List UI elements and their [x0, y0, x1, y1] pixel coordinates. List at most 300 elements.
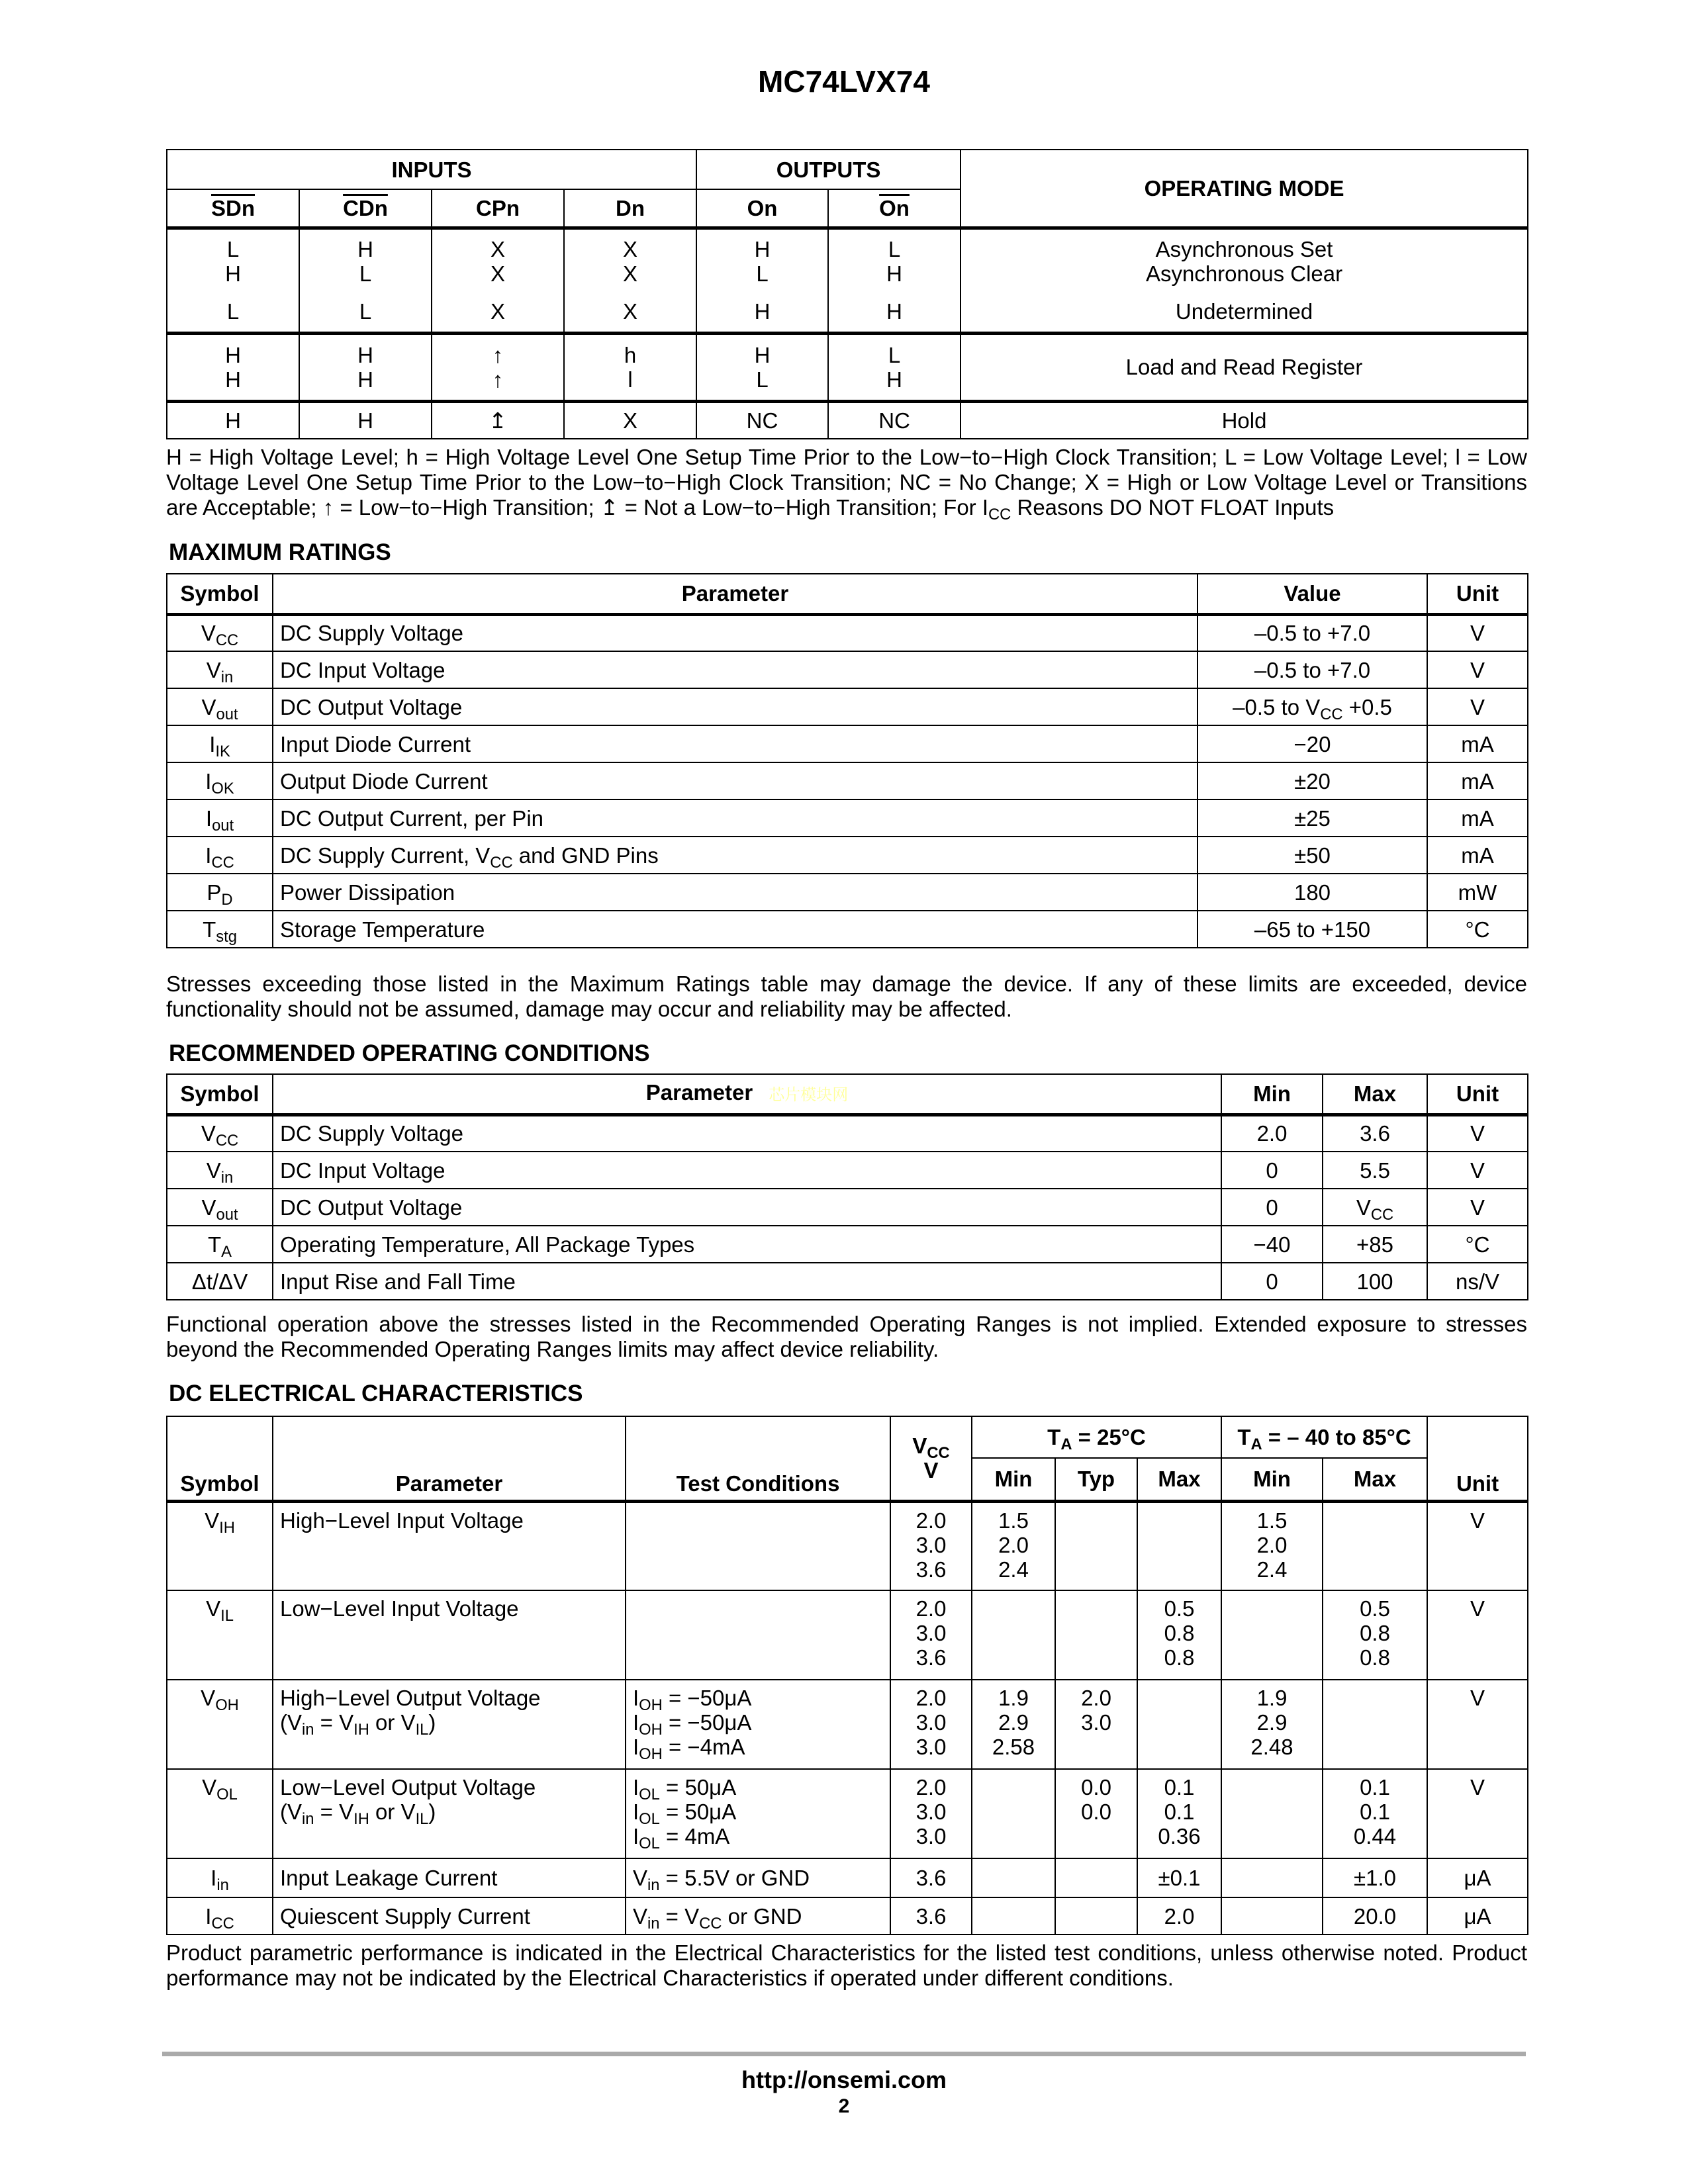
- cell-min25: [972, 1858, 1055, 1897]
- cell-line: High−Level Input Voltage: [280, 1508, 524, 1533]
- cell-line: 3.0: [1081, 1710, 1111, 1735]
- ta-range-header: $T_A$ = – 40 to 85°C: [1221, 1416, 1427, 1458]
- truth-value: X: [623, 261, 638, 286]
- cell-vcc: [890, 1680, 972, 1769]
- cell-max25: [1137, 1501, 1221, 1590]
- truth-cell-on: [696, 333, 828, 401]
- table-row: [167, 614, 1528, 651]
- cell-line: 3.0: [915, 1710, 947, 1735]
- column-header-sdn: $\overline{SDn}$: [167, 189, 299, 228]
- vcc-header-label: $V_{CC}$: [912, 1433, 950, 1463]
- cell-min: −40: [1221, 1226, 1323, 1263]
- cell-line: Input Leakage Current: [280, 1866, 498, 1890]
- cell-line: ($V_{in} = V_{IH}$ or $V_{IL}$): [280, 1799, 436, 1829]
- cell-line: ±0.1: [1158, 1866, 1201, 1890]
- header-max: [1323, 1074, 1427, 1115]
- truth-value: H: [886, 299, 902, 324]
- cell-line: 3.0: [915, 1532, 947, 1557]
- truth-value: H: [754, 237, 771, 261]
- table-row: [167, 1152, 1528, 1189]
- rec-conditions-table: [166, 1073, 1528, 1300]
- cell-line: 2.0: [1164, 1903, 1195, 1929]
- cell-symbol: $V_{CC}$: [167, 614, 273, 651]
- truth-table-footnote: H = High Voltage Level; h = High Voltage Level One Setup Time Prior to the Low−to−High Clock Transition; L = Low Voltage Level; l = Low Voltage Level One Setup Time Prior to the Low−to−High Clock Transition; NC = No Change; X = High or Low Voltage Level or Transitions are Acceptable; ↑ = Low−to−High Transition; ↥ = Not a Low−to−High Transition; For $I_{CC}$ Reasons DO NOT FLOAT Inputs: [166, 445, 1527, 524]
- document-title: MC74LVX74: [758, 64, 930, 99]
- cell-symbol: $V_{out}$: [167, 1189, 273, 1226]
- cell-symbol: $V_{OL}$: [167, 1769, 273, 1858]
- cell-symbol: $I_{out}$: [167, 799, 273, 837]
- truth-value: h: [624, 342, 637, 367]
- cell-parameter: Output Diode Current: [273, 762, 1197, 799]
- max-25-header: Max: [1137, 1458, 1221, 1501]
- cell-line: $V_{in} = 5.5V$ or GND: [633, 1866, 810, 1895]
- truth-value: X: [623, 237, 638, 261]
- cell-max-range: [1323, 1769, 1427, 1858]
- cell-min: 0: [1221, 1263, 1323, 1300]
- cell-min25: [972, 1501, 1055, 1590]
- table-row: [167, 911, 1528, 948]
- cell-symbol: $V_{OH}$: [167, 1680, 273, 1769]
- cell-unit: V: [1427, 1189, 1528, 1226]
- header-label: Unit: [1456, 581, 1499, 606]
- cell-value: –0.5 to +7.0: [1197, 614, 1427, 651]
- outputs-header: OUTPUTS: [696, 150, 961, 189]
- truth-value: X: [490, 237, 505, 261]
- cell-conditions: [626, 1769, 890, 1858]
- table-row: [167, 1680, 1528, 1769]
- column-header-cdn: $\overline{CDn}$: [299, 189, 432, 228]
- cell-typ25: [1055, 1858, 1137, 1897]
- cell-conditions: [626, 1590, 890, 1680]
- cell-parameter: [273, 1858, 626, 1897]
- cell-min-range: [1221, 1858, 1323, 1897]
- cell-max: 100: [1323, 1263, 1427, 1300]
- cell-conditions: [626, 1680, 890, 1769]
- cell-min25: [972, 1680, 1055, 1769]
- truth-table: [166, 149, 1528, 439]
- header-min: [1221, 1074, 1323, 1115]
- cell-parameter: [273, 1769, 626, 1858]
- cell-min-range: [1221, 1897, 1323, 1934]
- inputs-header: INPUTS: [167, 150, 696, 189]
- cell-line: $V_{in} = V_{CC}$ or GND: [633, 1903, 802, 1933]
- cell-symbol: $I_{CC}$: [167, 1897, 273, 1934]
- dc-characteristics-note: Product parametric performance is indicated in the Electrical Characteristics for the listed test conditions, unless otherwise noted. Product performance may not be indicated by the Electrical Characteristics if operated under different conditions.: [166, 1940, 1527, 1990]
- header-value: [1197, 574, 1427, 614]
- truth-value: H: [225, 408, 241, 433]
- cell-line: 0.1: [1164, 1799, 1195, 1824]
- cell-line: 2.9: [998, 1710, 1029, 1735]
- dc-characteristics-table: [166, 1416, 1528, 1935]
- cell-parameter: Input Diode Current: [273, 725, 1197, 762]
- cell-symbol: $T_{stg}$: [167, 911, 273, 948]
- rec-conditions-note: Functional operation above the stresses listed in the Recommended Operating Ranges is not implied. Extended exposure to stresses beyond the Recommended Operating Ranges limits may affect device reliability.: [166, 1312, 1527, 1361]
- header-unit: [1427, 1074, 1528, 1115]
- cell-min25: [972, 1590, 1055, 1680]
- cell-symbol: $V_{in}$: [167, 651, 273, 688]
- truth-cell-on-bar: [828, 228, 961, 333]
- header-symbol: [167, 574, 273, 614]
- table-row: [167, 799, 1528, 837]
- truth-value: ↑: [492, 367, 504, 392]
- cell-max: +85: [1323, 1226, 1427, 1263]
- truth-cell-sdn: [167, 333, 299, 401]
- cell-unit: μA: [1427, 1858, 1528, 1897]
- cell-min25: [972, 1897, 1055, 1934]
- cell-max-range: [1323, 1501, 1427, 1590]
- cell-parameter: DC Supply Voltage: [273, 1115, 1221, 1152]
- truth-value: L: [756, 367, 769, 392]
- cell-unit: V: [1427, 1152, 1528, 1189]
- cell-unit: μA: [1427, 1897, 1528, 1934]
- cell-line: 2.0: [915, 1508, 947, 1533]
- header-label: Value: [1284, 581, 1341, 606]
- cell-parameter: DC Output Voltage: [273, 1189, 1221, 1226]
- cell-unit: mW: [1427, 874, 1528, 911]
- header-parameter: [273, 1074, 1221, 1115]
- cell-line: 0.8: [1360, 1621, 1390, 1645]
- table-row: [167, 1590, 1528, 1680]
- cell-unit: mA: [1427, 762, 1528, 799]
- cell-max-range: [1323, 1680, 1427, 1769]
- cell-unit: V: [1427, 614, 1528, 651]
- cell-unit: V: [1427, 1501, 1528, 1590]
- table-row: [167, 1858, 1528, 1897]
- cell-parameter: DC Supply Voltage: [273, 614, 1197, 651]
- operating-mode: Asynchronous Set: [1155, 237, 1333, 261]
- table-row: [167, 762, 1528, 799]
- truth-value: X: [490, 299, 505, 324]
- header-label: Symbol: [180, 1081, 259, 1107]
- cell-line: 0.1: [1164, 1775, 1195, 1799]
- cell-unit: mA: [1427, 725, 1528, 762]
- table-row: [167, 1501, 1528, 1590]
- cell-line: 0.5: [1164, 1596, 1195, 1621]
- max-ratings-heading: MAXIMUM RATINGS: [169, 539, 391, 565]
- cell-max25: [1137, 1680, 1221, 1769]
- table-row: [167, 1226, 1528, 1263]
- cell-line: $I_{OH} = -50\mu A$: [633, 1686, 752, 1715]
- ta-25-header: $T_A = 25^\circ C$: [972, 1416, 1221, 1458]
- cell-line: 0.8: [1164, 1645, 1195, 1670]
- truth-cell-cdn: [299, 401, 432, 439]
- cell-symbol: Δt/ΔV: [167, 1263, 273, 1300]
- cell-line: 3.6: [915, 1903, 947, 1929]
- cell-parameter: Storage Temperature: [273, 911, 1197, 948]
- max-ratings-table: [166, 573, 1528, 948]
- truth-value: H: [225, 367, 241, 392]
- cell-line: 3.6: [915, 1557, 947, 1582]
- cell-parameter: [273, 1590, 626, 1680]
- cell-unit: V: [1427, 1115, 1528, 1152]
- truth-value: H: [357, 367, 373, 392]
- header-label: Parameter: [645, 1080, 753, 1105]
- cell-min25: [972, 1769, 1055, 1858]
- operating-mode: Asynchronous Clear: [1145, 261, 1343, 286]
- cell-value: ±50: [1197, 837, 1427, 874]
- cell-symbol: $V_{IL}$: [167, 1590, 273, 1680]
- cell-parameter: DC Output Current, per Pin: [273, 799, 1197, 837]
- cell-value: –0.5 to +7.0: [1197, 651, 1427, 688]
- table-row: [167, 874, 1528, 911]
- cell-line: 20.0: [1353, 1903, 1397, 1929]
- cell-line: 2.0: [915, 1596, 947, 1621]
- cell-parameter: [273, 1897, 626, 1934]
- typ-25-header: Typ: [1055, 1458, 1137, 1501]
- cell-line: Low−Level Output Voltage: [280, 1775, 536, 1799]
- operating-mode-header: OPERATING MODE: [961, 150, 1528, 228]
- cell-typ25: [1055, 1680, 1137, 1769]
- truth-value: H: [754, 342, 771, 367]
- truth-value: H: [886, 261, 902, 286]
- cell-line: 2.0: [915, 1686, 947, 1710]
- truth-cell-sdn: [167, 228, 299, 333]
- cell-line: 2.4: [998, 1557, 1029, 1582]
- truth-cell-sdn: [167, 401, 299, 439]
- cell-min-range: [1221, 1501, 1323, 1590]
- truth-value: L: [359, 299, 372, 324]
- truth-value: H: [225, 261, 241, 286]
- cell-min-range: [1221, 1680, 1323, 1769]
- cell-unit: °C: [1427, 911, 1528, 948]
- cell-max: 5.5: [1323, 1152, 1427, 1189]
- cell-line: Low−Level Input Voltage: [280, 1596, 519, 1621]
- cell-symbol: $V_{IH}$: [167, 1501, 273, 1590]
- cell-symbol: $V_{in}$: [167, 1152, 273, 1189]
- operating-mode: Undetermined: [1175, 299, 1313, 324]
- cell-unit: V: [1427, 688, 1528, 725]
- cell-vcc: [890, 1769, 972, 1858]
- cell-line: 3.0: [915, 1735, 947, 1759]
- cell-min-range: [1221, 1769, 1323, 1858]
- cell-line: $I_{OL} = 4mA$: [633, 1824, 730, 1853]
- truth-value: H: [357, 408, 373, 433]
- cell-parameter: DC Input Voltage: [273, 651, 1197, 688]
- cell-line: 2.9: [1256, 1710, 1288, 1735]
- cell-parameter: Operating Temperature, All Package Types: [273, 1226, 1221, 1263]
- cell-max25: [1137, 1590, 1221, 1680]
- cell-parameter: DC Input Voltage: [273, 1152, 1221, 1189]
- header-parameter: [273, 574, 1197, 614]
- cell-line: 0.36: [1158, 1824, 1201, 1848]
- cell-typ25: [1055, 1769, 1137, 1858]
- cell-symbol: $V_{out}$: [167, 688, 273, 725]
- cell-line: 3.0: [915, 1621, 947, 1645]
- truth-cell-on-bar: [828, 333, 961, 401]
- column-header-on-bar: $\overline{On}$: [828, 189, 961, 228]
- truth-value: ↑: [492, 342, 504, 367]
- truth-value: L: [888, 237, 901, 261]
- cell-unit: mA: [1427, 799, 1528, 837]
- table-row: [167, 688, 1528, 725]
- header-label: Parameter: [681, 581, 789, 606]
- header-symbol: [167, 1074, 273, 1115]
- table-row: [167, 725, 1528, 762]
- truth-cell-dn: [564, 333, 696, 401]
- operating-mode-cell: [961, 333, 1528, 401]
- cell-parameter: Input Rise and Fall Time: [273, 1263, 1221, 1300]
- truth-cell-dn: [564, 401, 696, 439]
- truth-value: H: [357, 342, 373, 367]
- operating-mode-cell: [961, 401, 1528, 439]
- truth-value: L: [226, 299, 240, 324]
- cell-vcc: [890, 1501, 972, 1590]
- cell-parameter: [273, 1501, 626, 1590]
- rec-conditions-heading: RECOMMENDED OPERATING CONDITIONS: [169, 1040, 650, 1066]
- cell-symbol: $I_{in}$: [167, 1858, 273, 1897]
- header-label: Max: [1353, 1081, 1397, 1107]
- truth-value: l: [628, 367, 633, 392]
- cell-line: $I_{OH} = -50\mu A$: [633, 1710, 752, 1739]
- cell-line: ±1.0: [1354, 1866, 1396, 1890]
- cell-conditions: [626, 1501, 890, 1590]
- cell-line: 2.0: [1256, 1532, 1288, 1557]
- cell-max: 3.6: [1323, 1115, 1427, 1152]
- truth-table-row-group: [167, 228, 1528, 333]
- cell-line: ($V_{in} = V_{IH}$ or $V_{IL}$): [280, 1710, 436, 1739]
- truth-cell-on: [696, 401, 828, 439]
- truth-table-row-group: [167, 401, 1528, 439]
- cell-line: 2.58: [992, 1735, 1035, 1759]
- table-row: [167, 1115, 1528, 1152]
- cell-symbol: $V_{CC}$: [167, 1115, 273, 1152]
- footer-url[interactable]: http://onsemi.com: [741, 2066, 947, 2093]
- cell-typ25: [1055, 1590, 1137, 1680]
- cell-typ25: [1055, 1897, 1137, 1934]
- cell-max25: [1137, 1769, 1221, 1858]
- truth-cell-cpn: [432, 228, 564, 333]
- cell-max-range: [1323, 1858, 1427, 1897]
- truth-cell-dn: [564, 228, 696, 333]
- cell-line: 3.0: [915, 1824, 947, 1848]
- cell-value: –0.5 to $V_{CC} +0.5$: [1197, 688, 1427, 725]
- truth-value: X: [490, 261, 505, 286]
- cell-value: ±20: [1197, 762, 1427, 799]
- cell-line: $I_{OL} = 50\mu A$: [633, 1799, 737, 1829]
- cell-value: –65 to +150: [1197, 911, 1427, 948]
- operating-mode: Load and Read Register: [1125, 355, 1363, 379]
- dc-characteristics-heading: DC ELECTRICAL CHARACTERISTICS: [169, 1381, 583, 1406]
- table-row: [167, 651, 1528, 688]
- min-range-header: Min: [1221, 1458, 1323, 1501]
- truth-cell-cdn: [299, 333, 432, 401]
- cell-unit: V: [1427, 1680, 1528, 1769]
- cell-parameter: Power Dissipation: [273, 874, 1197, 911]
- cell-value: −20: [1197, 725, 1427, 762]
- truth-table-row-group: [167, 333, 1528, 401]
- cell-line: High−Level Output Voltage: [280, 1686, 541, 1710]
- cell-value: 180: [1197, 874, 1427, 911]
- cell-min: 2.0: [1221, 1115, 1323, 1152]
- cell-line: 1.5: [1256, 1508, 1288, 1533]
- table-row: [167, 1263, 1528, 1300]
- page-number: 2: [838, 2095, 850, 2117]
- column-header-cpn: CPn: [432, 189, 564, 228]
- cell-line: 0.44: [1353, 1824, 1397, 1848]
- cell-symbol: $I_{OK}$: [167, 762, 273, 799]
- cell-conditions: [626, 1858, 890, 1897]
- cell-parameter: [273, 1680, 626, 1769]
- operating-mode-cell: [961, 228, 1528, 333]
- cell-line: 2.0: [998, 1532, 1029, 1557]
- truth-value: H: [225, 342, 241, 367]
- cell-line: $I_{OH} = -4mA$: [633, 1735, 745, 1764]
- column-header-on: On: [696, 189, 828, 228]
- truth-value: H: [886, 367, 902, 392]
- cell-min: 0: [1221, 1189, 1323, 1226]
- cell-min-range: [1221, 1590, 1323, 1680]
- test-conditions-header: Test Conditions: [626, 1416, 890, 1501]
- cell-unit: ns/V: [1427, 1263, 1528, 1300]
- cell-max-range: [1323, 1897, 1427, 1934]
- max-range-header: Max: [1323, 1458, 1427, 1501]
- cell-line: 3.6: [915, 1645, 947, 1670]
- vcc-header: [890, 1416, 972, 1501]
- column-header-dn: Dn: [564, 189, 696, 228]
- cell-value: ±25: [1197, 799, 1427, 837]
- truth-value: X: [623, 408, 638, 433]
- cell-line: 0.1: [1360, 1775, 1390, 1799]
- cell-symbol: $I_{CC}$: [167, 837, 273, 874]
- cell-line: 0.5: [1360, 1596, 1390, 1621]
- table-row: [167, 1189, 1528, 1226]
- truth-value: L: [226, 237, 240, 261]
- cell-vcc: [890, 1858, 972, 1897]
- cell-unit: V: [1427, 1590, 1528, 1680]
- cell-min: 0: [1221, 1152, 1323, 1189]
- truth-cell-on-bar: [828, 401, 961, 439]
- cell-unit: V: [1427, 651, 1528, 688]
- header-label: Unit: [1456, 1081, 1499, 1107]
- max-ratings-note: Stresses exceeding those listed in the Maximum Ratings table may damage the device. If any of these limits are exceeded, device functionality should not be assumed, damage may occur and reliability may be affected.: [166, 972, 1527, 1021]
- operating-mode: Hold: [1221, 408, 1267, 433]
- truth-value: ↥: [489, 408, 507, 433]
- cell-max25: [1137, 1897, 1221, 1934]
- footer-divider: [162, 2052, 1526, 2056]
- cell-line: Quiescent Supply Current: [280, 1903, 530, 1929]
- truth-cell-on: [696, 228, 828, 333]
- truth-value: X: [623, 299, 638, 324]
- cell-line: 0.8: [1360, 1645, 1390, 1670]
- header-unit: [1427, 574, 1528, 614]
- cell-symbol: $I_{IK}$: [167, 725, 273, 762]
- cell-line: 1.9: [1256, 1686, 1288, 1710]
- cell-parameter: DC Supply Current, $V_{CC}$ and GND Pins: [273, 837, 1197, 874]
- cell-vcc: [890, 1590, 972, 1680]
- cell-line: 3.0: [915, 1799, 947, 1824]
- truth-value: L: [888, 342, 901, 367]
- cell-line: 1.5: [998, 1508, 1029, 1533]
- header-label: Min: [1253, 1081, 1291, 1107]
- cell-max: $V_{CC}$: [1323, 1189, 1427, 1226]
- cell-line: $I_{OL} = 50\mu A$: [633, 1775, 737, 1804]
- cell-unit: mA: [1427, 837, 1528, 874]
- watermark: 芯片模块网: [769, 1086, 849, 1105]
- truth-value: L: [359, 261, 372, 286]
- vcc-header-unit: V: [923, 1458, 939, 1483]
- parameter-header: Parameter: [273, 1416, 626, 1501]
- truth-cell-cdn: [299, 228, 432, 333]
- truth-cell-cpn: [432, 333, 564, 401]
- cell-line: 0.0: [1081, 1775, 1111, 1799]
- cell-symbol: $T_A$: [167, 1226, 273, 1263]
- cell-line: 3.6: [915, 1866, 947, 1890]
- table-row: [167, 1897, 1528, 1934]
- min-25-header: Min: [972, 1458, 1055, 1501]
- cell-line: 2.0: [1081, 1686, 1111, 1710]
- header-label: Symbol: [180, 581, 259, 606]
- cell-line: 0.0: [1081, 1799, 1111, 1824]
